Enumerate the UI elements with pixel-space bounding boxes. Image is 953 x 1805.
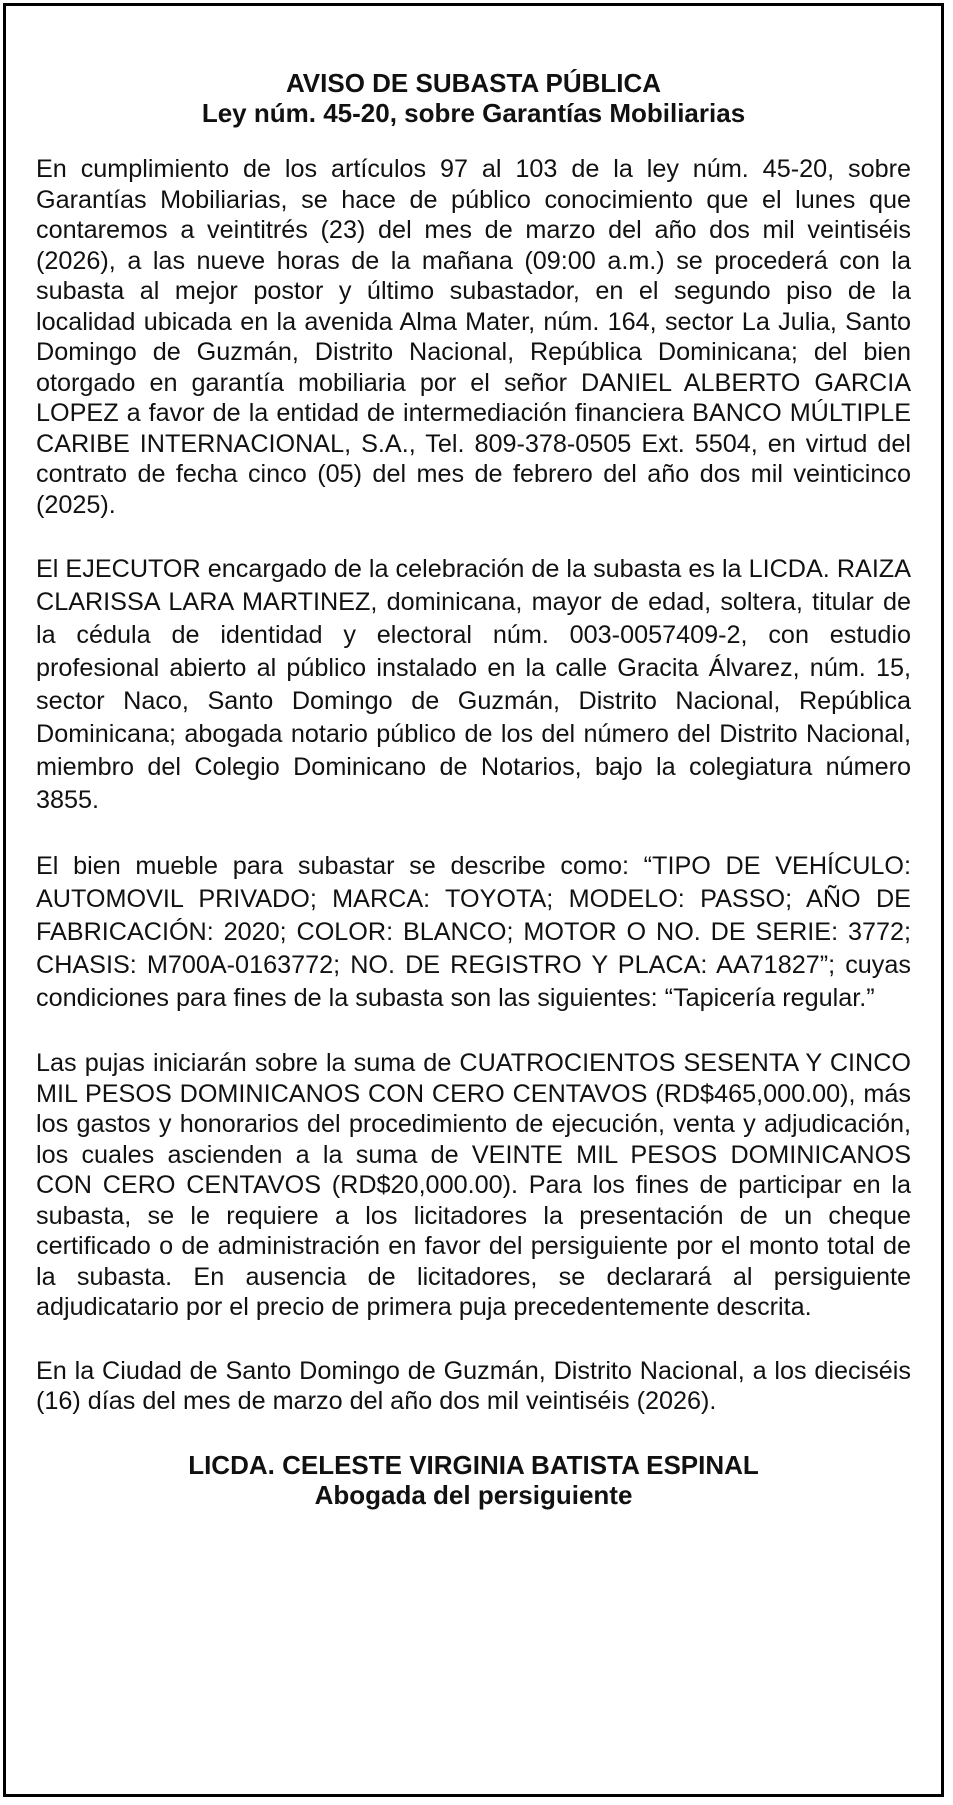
notice-title: AVISO DE SUBASTA PÚBLICA [285,68,662,98]
paragraph-announcement: En cumplimiento de los artículos 97 al 103 de la ley núm. 45-20, sobre Garantías Mobiliarias, se hace de público conocimiento que el lunes que contaremos a veintitrés (23) del mes de marzo del año dos mil veintiséis (2026), a las nueve horas de la mañana (09:00 a.m.) se procederá con la subasta al mejor postor y último subastador, en el segundo piso de la localidad ubicada en la avenida Alma Mater, núm. 164, sector La Julia, Santo Domingo de Guzmán, Distrito Nacional, República Dominicana; del bien otorgado en garantía mobiliaria por el señor DANIEL ALBERTO GARCIA LOPEZ a favor de la entidad de intermediación financiera BANCO MÚLTIPLE CARIBE INTERNACIONAL, S.A., Tel. 809-378-0505 Ext. 5504, en virtud del contrato de fecha cinco (05) del mes de febrero del año dos mil veinticinco (2025). [36,155,911,519]
notice-content [36,68,911,1510]
notice-frame [3,3,944,1797]
paragraph-place-date: En la Ciudad de Santo Domingo de Guzmán, Distrito Nacional, a los dieciséis (16) días del mes de marzo del año dos mil veintiséis (2026). [36,1356,911,1415]
signature-name: LICDA. CELESTE VIRGINIA BATISTA ESPINAL [188,1449,759,1480]
notice-subtitle: Ley núm. 45-20, sobre Garantías Mobiliarias [201,98,746,128]
paragraph-executor: El EJECUTOR encargado de la celebración de la subasta es la LICDA. RAIZA CLARISSA LARA MARTINEZ, dominicana, mayor de edad, soltera, titular de la cédula de identidad y electoral núm. 003-0057409-2, con estudio profesional abierto al público instalado en la calle Gracita Álvarez, núm. 15, sector Naco, Santo Domingo de Guzmán, Distrito Nacional, República Dominicana; abogada notario público de los del número del Distrito Nacional, miembro del Colegio Dominicano de Notarios, bajo la colegiatura número 3855. [36,555,911,814]
paragraph-bidding-terms: Las pujas iniciarán sobre la suma de CUATROCIENTOS SESENTA Y CINCO MIL PESOS DOMINICANOS CON CERO CENTAVOS (RD$465,000.00), más los gastos y honorarios del procedimiento de ejecución, venta y adjudicación, los cuales ascienden a la suma de VEINTE MIL PESOS DOMINICANOS CON CERO CENTAVOS (RD$20,000.00). Para los fines de participar en la subasta, se le requiere a los licitadores la presentación de un cheque certificado o de administración en favor del persiguiente por el monto total de la subasta. En ausencia de licitadores, se declarará al persiguiente adjudicatario por el precio de primera puja precedentemente descrita. [36,1049,911,1321]
signature-role: Abogada del persiguiente [314,1479,633,1510]
paragraph-asset-description: El bien mueble para subastar se describe como: “TIPO DE VEHÍCULO: AUTOMOVIL PRIVADO; MARCA: TOYOTA; MODELO: PASSO; AÑO DE FABRICACIÓN: 2020; COLOR: BLANCO; MOTOR O NO. DE SERIE: 3772; CHASIS: M700A-0163772; NO. DE REGISTRO Y PLACA: AA71827”; cuyas condiciones para fines de la subasta son las siguientes: “Tapicería regular.” [36,852,911,1012]
